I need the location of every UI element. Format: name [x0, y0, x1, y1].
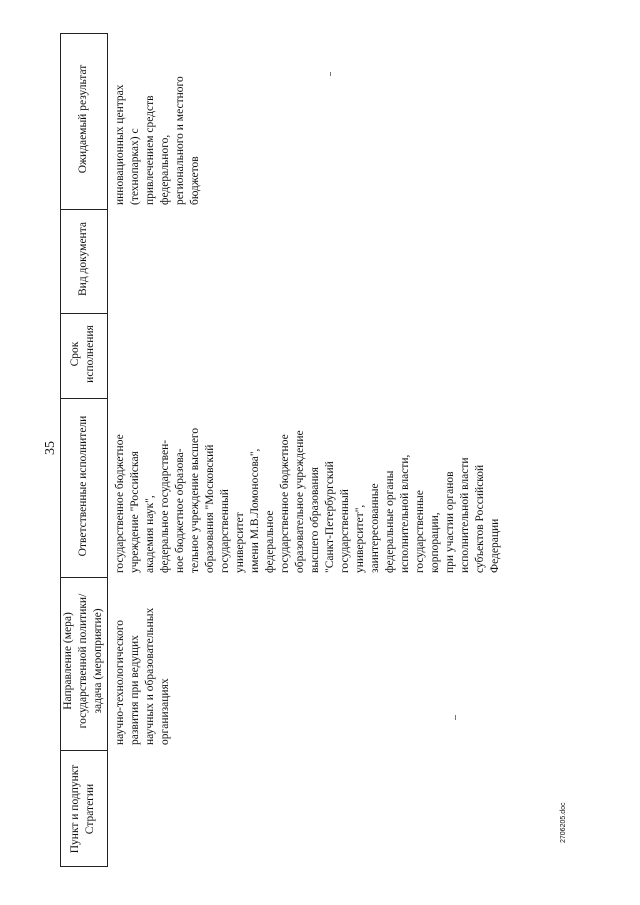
- header-col-deadline: Срок исполнения: [69, 325, 96, 383]
- scan-speck: [455, 715, 456, 720]
- header-bottom-border: [107, 33, 108, 867]
- column-divider-5: [60, 750, 108, 751]
- scan-speck: [330, 72, 331, 76]
- table-bottom-border: [60, 866, 108, 867]
- cell-direction: научно-технологического развития при ведущих научных и образовательных организациях: [114, 607, 171, 745]
- header-col-point: Пункт и подпункт Стратегии: [69, 764, 96, 854]
- header-col-responsible: Ответственные исполнители: [77, 415, 89, 557]
- header-col-result: Ожидаемый результат: [77, 64, 89, 174]
- cell-responsible: государственное бюджетное учреждение "Российская академия наук", федеральное государствен- ное бюджетное образова- тельное учреждение высшего образования "Московский государственный университет имени М.В.Ломоносова", федеральное государственное бюджетное образовательное учреждение высшего образования "Санкт-Петербургский государственный университет", заинтересованные федеральные органы исполнительной власти, государственные корпорации, при участии органов исполнительной власти субъектов Российской Федерации: [114, 427, 501, 573]
- header-col-doc-type: Вид документа: [77, 222, 89, 296]
- page-number: 35: [43, 441, 58, 455]
- header-col-direction: Направление (мера) государственной политики/ задача (мероприятие): [62, 593, 104, 729]
- footer-doc-name: 2706205.doc: [560, 802, 567, 843]
- cell-result: инновационных центрах (технопарках) с привлечением средств федерального, регионального и местного бюджетов: [114, 76, 201, 205]
